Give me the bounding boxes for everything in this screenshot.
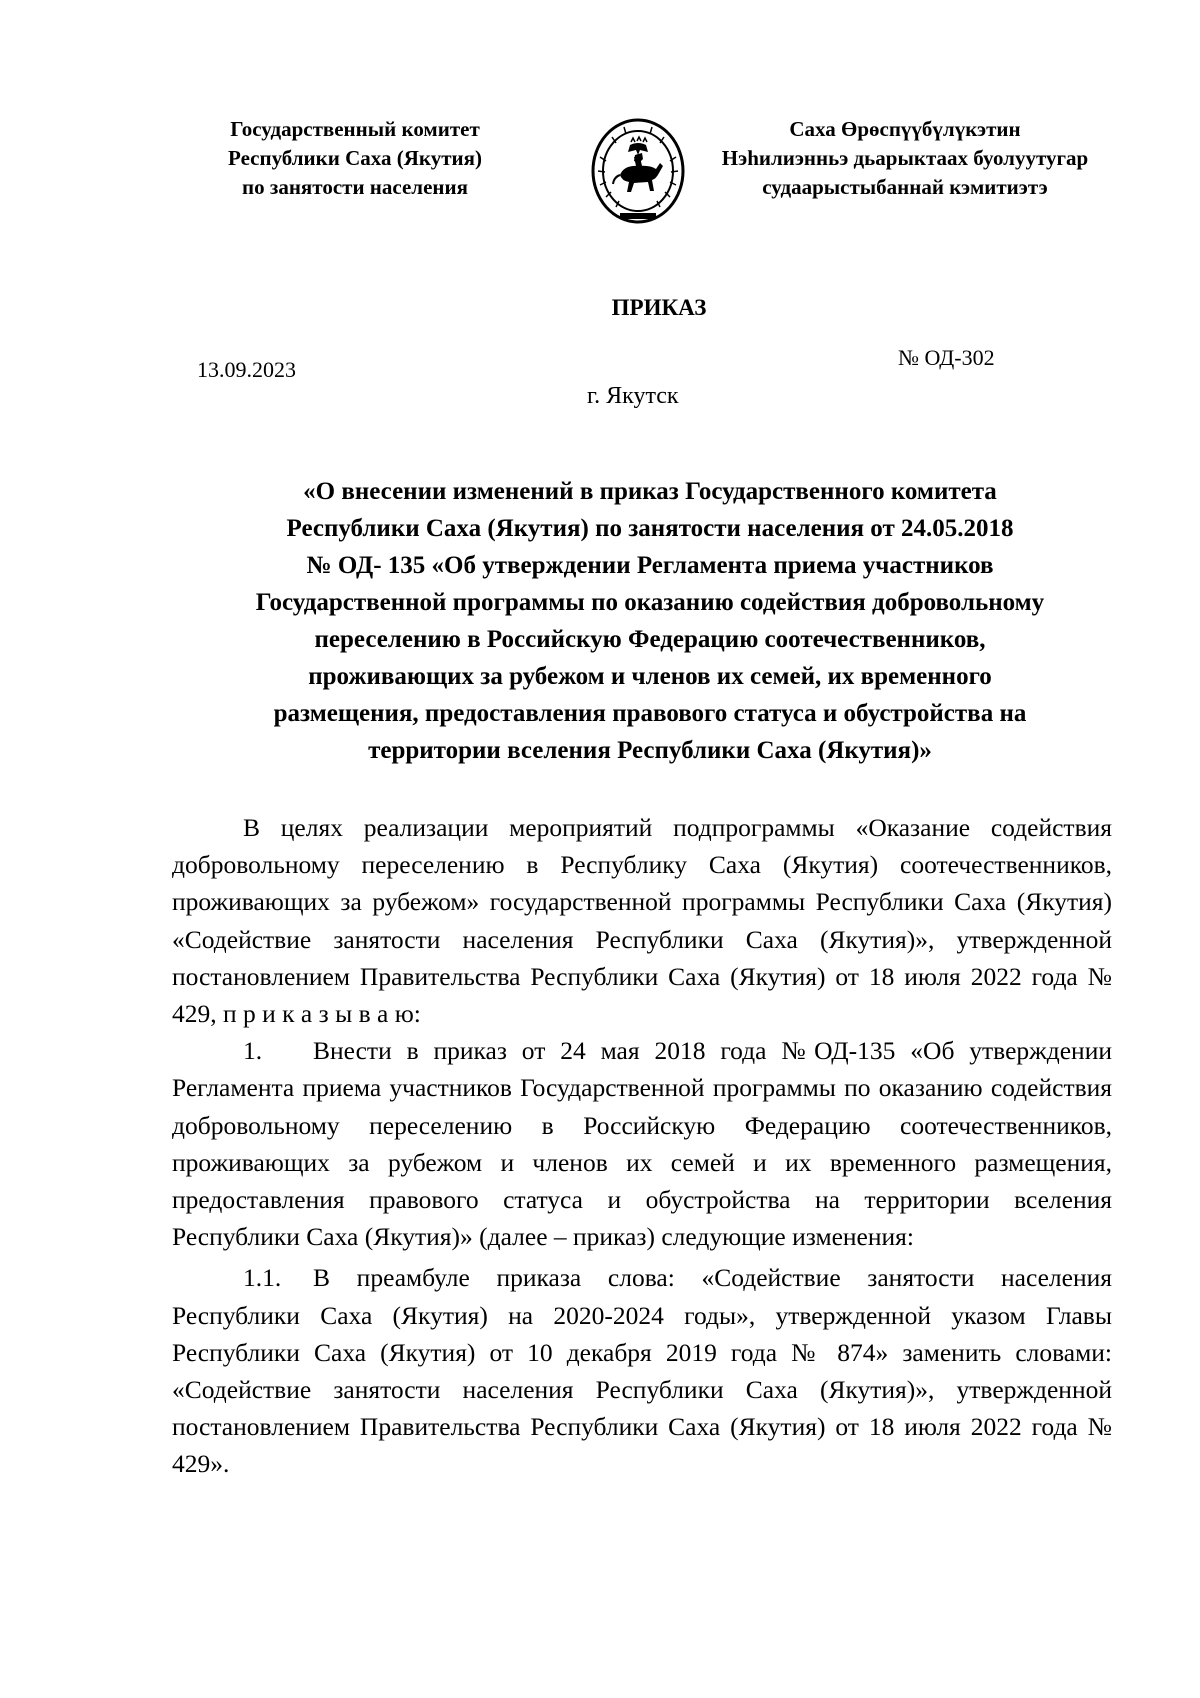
document-title-line: Республики Саха (Якутия) по занятости населения от 24.05.2018: [286, 515, 1014, 542]
header-right-line: Нэһилиэнньэ дьарыктаах буолуутугар: [721, 146, 1089, 170]
document-title-line: Государственной программы по оказанию содействия добровольному: [255, 589, 1045, 616]
list-item-text: В преамбуле приказа слова: «Содействие занятости населения Республики Саха (Якутия) на 2020-2024 годы», утвержденной указом Главы Республики Саха (Якутия) от 10 декабря 2019 года № 874» заменить словами: «Содействие занятости населения Республики Саха (Якутия)», утвержденной постановлением Правительства Республики Саха (Якутия) от 18 июля 2022 года № 429».: [172, 1263, 1112, 1479]
preamble-paragraph: В целях реализации мероприятий подпрограммы «Оказание содействия добровольному переселению в Республику Саха (Якутия) соотечественников, проживающих за рубежом» государственной программы Республики Саха (Якутия) «Содействие занятости населения Республики Саха (Якутия)», утвержденной постановлением Правительства Республики Саха (Якутия) от 18 июля 2022 года № 429, п р и к а з ы в а ю:: [172, 813, 1112, 1029]
document-body: [172, 809, 1112, 1483]
list-item-number: 1.: [243, 1036, 263, 1066]
header-left-line: Государственный комитет: [230, 117, 480, 141]
order-city: г. Якутск: [587, 383, 679, 409]
document-title-line: размещения, предоставления правового статуса и обустройства на: [273, 700, 1027, 727]
list-item: [172, 1032, 1112, 1255]
header-agency-russian: [185, 115, 525, 202]
header-right-line: Саха Өрөспүүбүлүкэтин: [789, 117, 1021, 141]
header-right-line: судаарыстыбаннай кэмитиэтэ: [762, 175, 1048, 199]
list-item: [172, 1259, 1112, 1482]
order-number: № ОД-302: [898, 345, 995, 370]
document-title-line: переселению в Российскую Федерацию соотечественников,: [314, 626, 986, 653]
header-left-line: по занятости населения: [242, 175, 468, 199]
order-title: ПРИКАЗ: [611, 295, 707, 320]
list-item-text: Внести в приказ от 24 мая 2018 года №ОД-135 «Об утверждении Регламента приема участников Государственной программы по оказанию содействия добровольному переселению в Российскую Федерацию соотечественников, проживающих за рубежом и членов их семей и их временного размещения, предоставления правового статуса и обустройства на территории вселения Республики Саха (Якутия)» (далее – приказ) следующие изменения:: [172, 1036, 1112, 1252]
order-date: 13.09.2023: [197, 357, 296, 382]
header-agency-sakha: [700, 115, 1110, 202]
document-title-line: № ОД- 135 «Об утверждении Регламента приема участников: [306, 552, 994, 579]
list-item-number: 1.1.: [243, 1263, 282, 1293]
coat-of-arms-icon: [590, 117, 686, 225]
document-title-line: проживающих за рубежом и членов их семей, их временного: [308, 663, 992, 690]
header-left-line: Республики Саха (Якутия): [228, 146, 482, 170]
document-title-line: территории вселения Республики Саха (Якутия)»: [368, 737, 932, 764]
document-title: [150, 473, 1150, 769]
document-title-line: «О внесении изменений в приказ Государственного комитета: [303, 478, 997, 505]
